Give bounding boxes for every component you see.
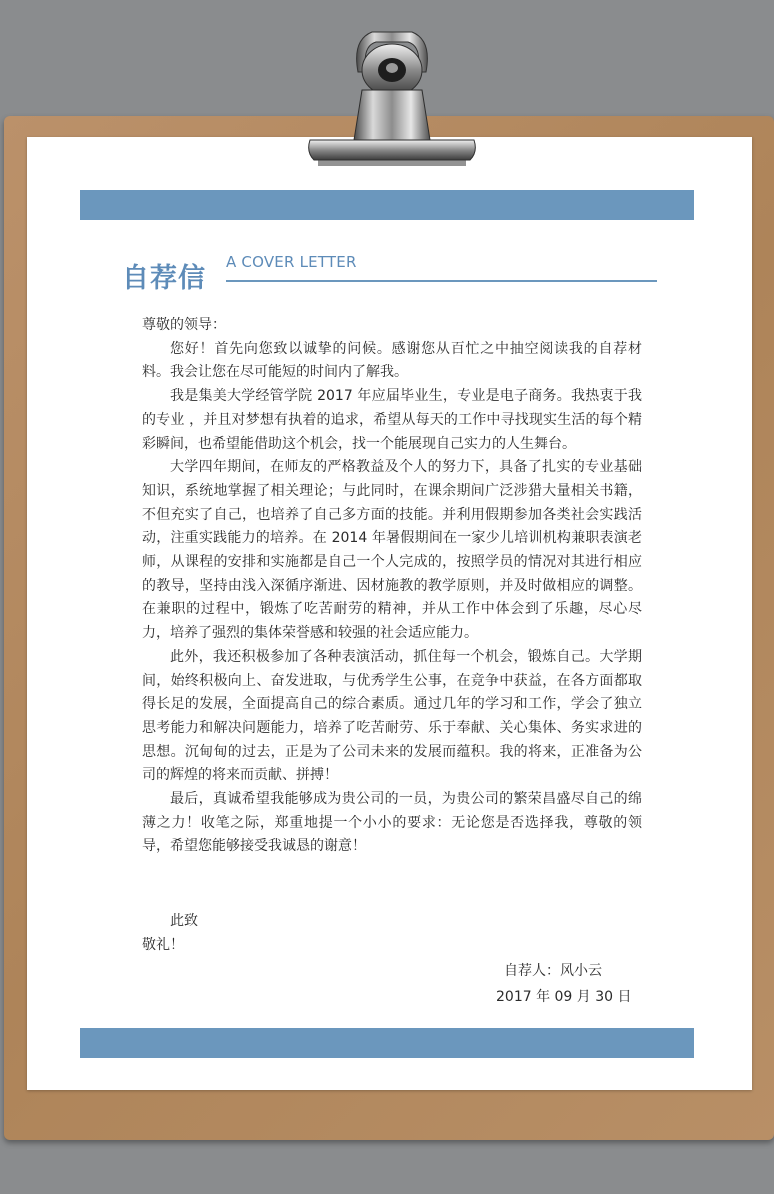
page-subtitle: A COVER LETTER xyxy=(226,253,357,271)
page-title: 自荐信 xyxy=(122,263,206,294)
letter-paragraph: 您好！首先向您致以诚挚的问候。感谢您从百忙之中抽空阅读我的自荐材料。我会让您在尽可能短的时间内了解我。 xyxy=(142,340,642,381)
header-band xyxy=(80,190,694,220)
binder-clip-icon xyxy=(0,0,774,180)
closing-line-2: 敬礼！ xyxy=(142,937,184,953)
letter-greeting: 尊敬的领导： xyxy=(142,317,226,333)
letter-paragraph: 最后，真诚希望我能够成为贵公司的一员，为贵公司的繁荣昌盛尽自己的绵薄之力！收笔之际，郑重地提一个小小的要求：无论您是否选择我，尊敬的领导，希望您能够接受我诚恳的谢意！ xyxy=(142,791,642,855)
letter-date: 2017 年 09 月 30 日 xyxy=(496,989,632,1005)
letter-paragraph: 大学四年期间，在师友的严格教益及个人的努力下，具备了扎实的专业基础知识，系统地掌握了相关理论；与此同时，在课余期间广泛涉猎大量相关书籍，不但充实了自己，也培养了自己多方面的技能。并利用假期参加各类社会实践活动，注重实践能力的培养。在 2014 年暑假期间在一家少儿培训机构兼职表演老师，从课程的安排和实施都是自己一个人完成的，按照学员的情况对其进行相应的教导，坚持由浅入深循序渐进、因材施教的教学原则，并及时做相应的调整。在兼职的过程中，锻炼了吃苦耐劳的精神，并从工作中体会到了乐趣，尽心尽力，培养了强烈的集体荣誉感和较强的社会适应能力。 xyxy=(142,459,642,642)
footer-band xyxy=(80,1028,694,1058)
closing-line-1: 此致 xyxy=(170,913,198,929)
letter-paragraph: 我是集美大学经管学院 2017 年应届毕业生，专业是电子商务。我热衷于我的专业 ，并且对梦想有执着的追求，希望从每天的工作中寻找现实生活的每个精彩瞬间，也希望能借助这个机会，找一个能展现自己实力的人生舞台。 xyxy=(142,388,642,452)
title-underline xyxy=(226,280,657,282)
letter-body xyxy=(142,314,642,859)
signer-name: 自荐人：风小云 xyxy=(504,963,602,979)
letter-paragraph: 此外，我还积极参加了各种表演活动，抓住每一个机会，锻炼自己。大学期间，始终积极向上、奋发进取，与优秀学生公事，在竞争中获益，在各方面都取得长足的发展，全面提高自己的综合素质。通过几年的学习和工作，学会了独立思考能力和解决问题能力，培养了吃苦耐劳、乐于奉献、关心集体、务实求进的思想。沉甸甸的过去，正是为了公司未来的发展而蕴积。我的将来，正准备为公司的辉煌的将来而贡献、拼搏！ xyxy=(142,648,642,784)
